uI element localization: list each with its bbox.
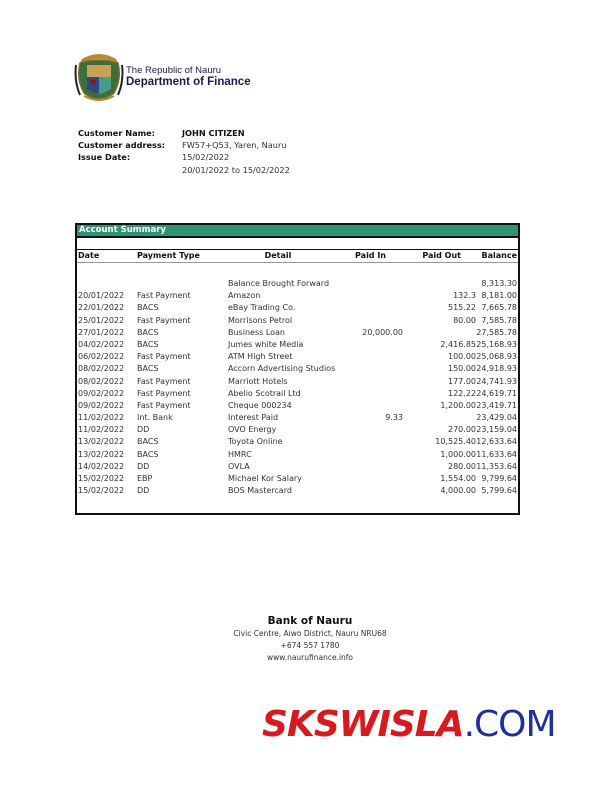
cell-paid-out: 1,554.00 [440, 474, 476, 483]
cell-date: 11/02/2022 [78, 413, 125, 423]
bank-name: Bank of Nauru [267, 615, 353, 627]
cell-payment-type: BACS [137, 449, 159, 459]
cell-detail: eBay Trading Co. [228, 303, 296, 313]
table-row [77, 388, 518, 400]
cell-paid-in [360, 290, 403, 302]
cell-payment-type: DD [137, 486, 150, 496]
coat-of-arms-icon [74, 49, 124, 104]
cell-payment-type: Fast Payment [137, 400, 191, 410]
cell-payment-type: Fast Payment [137, 388, 191, 398]
cell-payment-type: BACS [137, 327, 159, 337]
cell-balance: 5,799.64 [481, 486, 517, 496]
cell-paid-in [360, 351, 403, 363]
cell-payment-type: Fast Payment [137, 352, 191, 362]
cell-date: 09/02/2022 [78, 388, 125, 398]
cell-date: 11/02/2022 [78, 425, 125, 435]
cell-detail: Interest Paid [228, 413, 279, 423]
cell-paid-in [360, 278, 403, 290]
cell-paid-out: 177.00 [448, 376, 476, 386]
issue-date-label: Issue Date: [78, 152, 131, 163]
table-row [77, 278, 518, 290]
cell-payment-type: BACS [137, 303, 159, 313]
cell-date: 15/02/2022 [78, 486, 125, 496]
cell-balance: 27,585.78 [476, 327, 517, 337]
col-paid-in: Paid In [355, 251, 386, 260]
customer-address-value: FW57+Q53, Yaren, Nauru [182, 140, 287, 151]
cell-paid-in [360, 363, 403, 375]
cell-paid-out: 150.00 [448, 364, 476, 374]
cell-paid-out: 10,525.40 [435, 437, 476, 447]
table-row [77, 436, 518, 448]
cell-detail: Cheque 000234 [228, 400, 292, 410]
cell-balance: 11,633.64 [476, 449, 517, 459]
bank-website[interactable]: www.naurufinance.info [266, 653, 354, 662]
cell-date: 09/02/2022 [78, 400, 125, 410]
cell-paid-out: 2,416.85 [440, 339, 476, 349]
cell-paid-out: 1,000.00 [440, 449, 476, 459]
cell-payment-type: Int. Bank [137, 413, 173, 423]
issue-date-value: 15/02/2022 [182, 152, 230, 163]
cell-paid-in [360, 461, 403, 473]
cell-paid-in [360, 376, 403, 388]
watermark [262, 703, 556, 747]
table-row [77, 485, 518, 497]
table-row [77, 327, 518, 339]
cell-payment-type [137, 278, 228, 290]
cell-paid-out [403, 278, 476, 290]
cell-paid-in [360, 473, 403, 485]
cell-balance: 24,918.93 [476, 364, 517, 374]
table-body [77, 278, 518, 497]
cell-paid-out: 270.00 [448, 425, 476, 435]
cell-balance: 11,353.64 [476, 461, 517, 471]
cell-payment-type: BACS [137, 437, 159, 447]
account-summary-title: Account Summary [77, 225, 518, 238]
cell-date: 04/02/2022 [78, 339, 125, 349]
table-row [77, 412, 518, 424]
cell-balance: 24,619.71 [476, 388, 517, 398]
cell-detail: Balance Brought Forward [228, 279, 330, 288]
cell-payment-type: BACS [137, 339, 159, 349]
cell-date: 08/02/2022 [78, 376, 125, 386]
cell-balance: 24,741.93 [476, 376, 517, 386]
table-row [77, 363, 518, 375]
cell-payment-type: Fast Payment [137, 315, 191, 325]
table-row [77, 339, 518, 351]
cell-detail: Marriott Hotels [228, 376, 288, 386]
cell-detail: Jumes white Media [228, 339, 304, 349]
statement-period: 20/01/2022 to 15/02/2022 [182, 164, 290, 175]
cell-paid-in [360, 436, 403, 448]
cell-detail: Morrisons Petrol [228, 315, 293, 325]
cell-paid-out: 1,200.00 [440, 400, 476, 410]
watermark-part1: SKSWISLA [262, 704, 464, 745]
cell-date: 13/02/2022 [78, 437, 125, 447]
cell-balance: 23,159.04 [476, 425, 517, 435]
customer-address-label: Customer address: [78, 140, 166, 151]
col-payment-type: Payment Type [137, 251, 200, 260]
cell-paid-out: 280.00 [448, 461, 476, 471]
cell-date [77, 278, 137, 290]
cell-payment-type: BACS [137, 364, 159, 374]
header-spacer [77, 263, 518, 278]
title-spacer [77, 238, 518, 250]
cell-detail: Amazon [228, 291, 261, 301]
cell-detail: BOS Mastercard [228, 486, 292, 496]
cell-paid-in [360, 424, 403, 436]
cell-balance: 23,419.71 [476, 400, 517, 410]
cell-date: 15/02/2022 [78, 474, 125, 483]
cell-paid-in [360, 485, 403, 497]
cell-detail: OVO Energy [228, 425, 277, 435]
org-name-line2: Department of Finance [126, 76, 251, 88]
cell-paid-out: 100.00 [448, 352, 476, 362]
table-row [77, 302, 518, 314]
cell-paid-out: 4,000.00 [440, 486, 476, 496]
cell-paid-out: 80.00 [453, 315, 476, 325]
cell-detail: Michael Kor Salary [228, 474, 302, 483]
table-row [77, 315, 518, 327]
customer-name-value: JOHN CITIZEN [182, 128, 245, 138]
cell-date: 22/01/2022 [78, 303, 125, 313]
cell-paid-in: 9.33 [385, 413, 403, 423]
cell-detail: OVLA [228, 461, 250, 471]
table-row [77, 290, 518, 302]
cell-payment-type: EBP [137, 474, 153, 483]
bank-footer [200, 615, 420, 664]
cell-balance: 7,665.78 [481, 303, 517, 313]
cell-paid-in [360, 400, 403, 412]
table-row [77, 449, 518, 461]
cell-date: 20/01/2022 [78, 291, 125, 301]
cell-detail: HMRC [228, 449, 252, 459]
cell-date: 27/01/2022 [78, 327, 125, 337]
cell-payment-type: Fast Payment [137, 376, 191, 386]
cell-detail: Accorn Advertising Studios [228, 364, 336, 374]
cell-paid-in [360, 315, 403, 327]
cell-detail: ATM High Street [228, 352, 293, 362]
cell-balance: 25,168.93 [476, 339, 517, 349]
cell-balance: 7,585.78 [481, 315, 517, 325]
cell-balance: 9,799.64 [481, 474, 517, 483]
table-header [77, 250, 518, 263]
cell-balance: 8,313.30 [481, 279, 517, 288]
org-name-line1: The Republic of Nauru [126, 65, 222, 76]
col-paid-out: Paid Out [422, 251, 461, 260]
cell-detail: Business Loan [228, 327, 286, 337]
cell-paid-out: 132.3 [453, 291, 476, 301]
account-summary-table [75, 223, 520, 515]
cell-detail: Toyota Online [228, 437, 283, 447]
cell-balance: 8,181.00 [481, 291, 517, 301]
cell-date: 06/02/2022 [78, 352, 125, 362]
col-balance: Balance [481, 251, 517, 260]
letterhead [74, 49, 294, 105]
table-row [77, 473, 518, 485]
cell-date: 25/01/2022 [78, 315, 125, 325]
cell-paid-in [360, 302, 403, 314]
cell-payment-type: Fast Payment [137, 291, 191, 301]
watermark-part2: .COM [463, 704, 556, 745]
cell-balance: 12,633.64 [476, 437, 517, 447]
table-row [77, 424, 518, 436]
cell-paid-in: 20,000.00 [362, 327, 403, 337]
cell-paid-out: 122.22 [448, 388, 476, 398]
table-row [77, 351, 518, 363]
bank-phone: +674 557 1780 [280, 641, 340, 650]
cell-paid-out [403, 327, 476, 339]
bank-address: Civic Centre, Aiwo District, Nauru NRU68 [233, 629, 387, 638]
cell-balance: 25,068.93 [476, 352, 517, 362]
table-row [77, 400, 518, 412]
cell-date: 08/02/2022 [78, 364, 125, 374]
cell-payment-type: DD [137, 425, 150, 435]
customer-name-label: Customer Name: [78, 128, 155, 138]
cell-payment-type: DD [137, 461, 150, 471]
customer-details [78, 127, 290, 176]
col-date: Date [78, 251, 100, 260]
period-label-spacer [78, 164, 182, 176]
col-detail: Detail [264, 251, 292, 260]
cell-paid-in [360, 449, 403, 461]
cell-date: 13/02/2022 [78, 449, 125, 459]
cell-paid-out: 515.22 [448, 303, 476, 313]
cell-paid-in [360, 339, 403, 351]
table-row [77, 376, 518, 388]
cell-paid-in [360, 388, 403, 400]
cell-date: 14/02/2022 [78, 461, 125, 471]
table-row [77, 461, 518, 473]
cell-detail: Abelio Scotrail Ltd [228, 388, 301, 398]
cell-balance: 23,429.04 [476, 413, 517, 423]
cell-paid-out [403, 412, 476, 424]
